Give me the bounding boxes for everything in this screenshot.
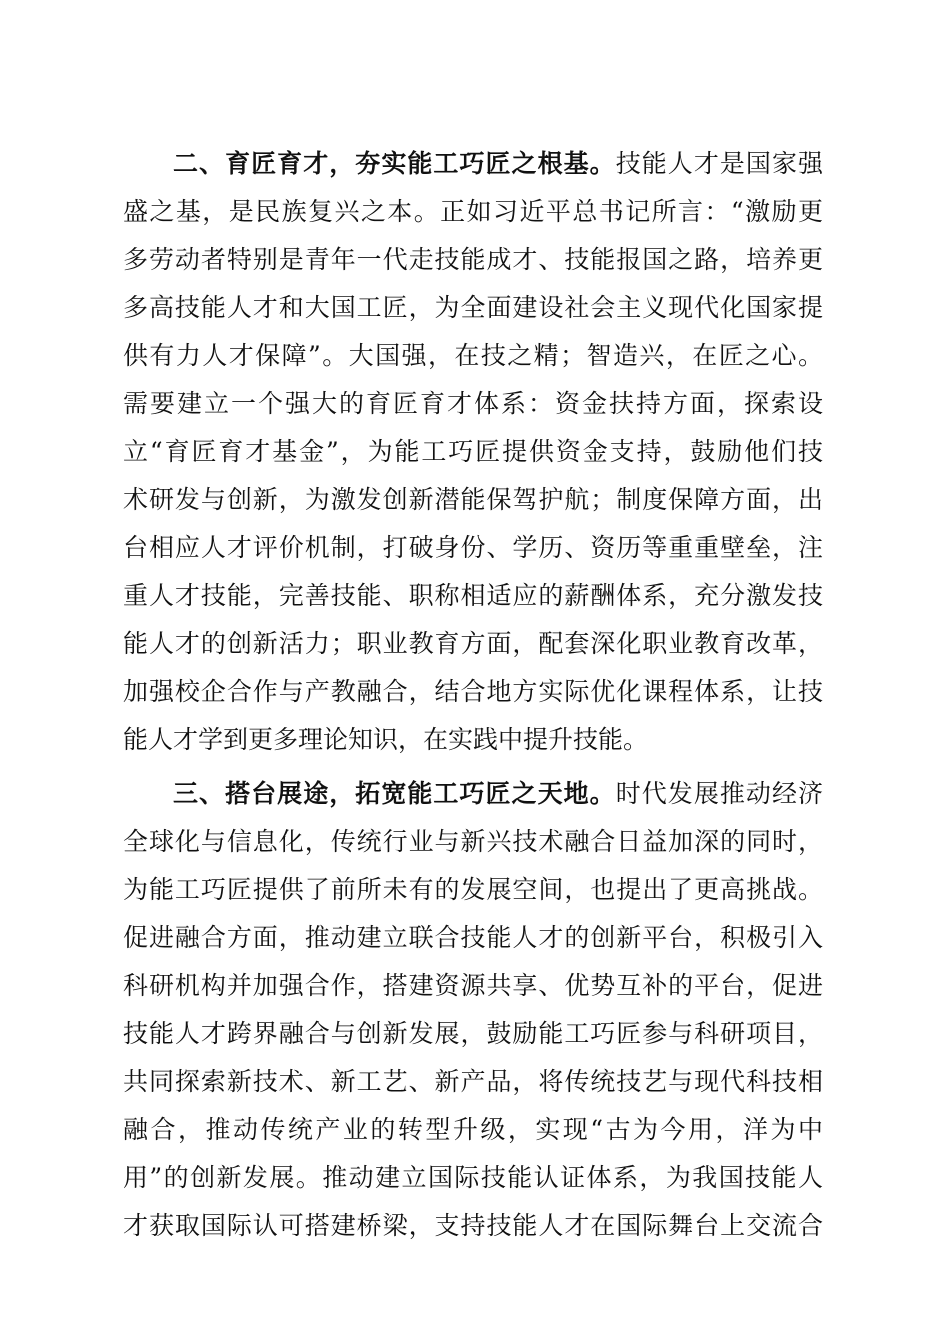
paragraph-line: 融合，推动传统产业的转型升级，实现“古为今用，洋为中 (123, 1115, 823, 1144)
paragraph-line: 术研发与创新，为激发创新潜能保驾护航；制度保障方面，出 (123, 485, 823, 514)
paragraph-heading: 二、育匠育才，夯实能工巧匠之根基。 (173, 149, 616, 178)
paragraph-line: 能人才学到更多理论知识，在实践中提升技能。 (123, 725, 649, 754)
paragraph-line: 重人才技能，完善技能、职称相适应的薪酬体系，充分激发技 (123, 581, 823, 610)
paragraph-line: 需要建立一个强大的育匠育才体系：资金扶持方面，探索设 (123, 389, 823, 418)
paragraph-text: 技能人才是国家强 (615, 149, 823, 178)
paragraph-line: 能人才的创新活力；职业教育方面，配套深化职业教育改革， (123, 629, 823, 658)
paragraph-line (123, 770, 823, 818)
paragraph-text: 时代发展推动经济 (615, 779, 823, 808)
paragraph-1 (123, 140, 823, 764)
paragraph-line: 供有力人才保障”。大国强，在技之精；智造兴，在匠之心。 (123, 341, 823, 370)
paragraph-line: 技能人才跨界融合与创新发展，鼓励能工巧匠参与科研项目， (123, 1019, 823, 1048)
paragraph-line: 立“育匠育才基金”，为能工巧匠提供资金支持，鼓励他们技 (123, 437, 823, 466)
paragraph-2 (123, 770, 823, 1250)
paragraph-line: 多劳动者特别是青年一代走技能成才、技能报国之路，培养更 (123, 245, 823, 274)
paragraph-line: 才获取国际认可搭建桥梁，支持技能人才在国际舞台上交流合 (123, 1211, 823, 1240)
paragraph-line: 加强校企合作与产教融合，结合地方实际优化课程体系，让技 (123, 677, 823, 706)
paragraph-line: 促进融合方面，推动建立联合技能人才的创新平台，积极引入 (123, 923, 823, 952)
paragraph-heading: 三、搭台展途，拓宽能工巧匠之天地。 (173, 779, 616, 808)
paragraph-line: 盛之基，是民族复兴之本。正如习近平总书记所言：“激励更 (123, 197, 823, 226)
paragraph-line (123, 140, 823, 188)
paragraph-line: 多高技能人才和大国工匠，为全面建设社会主义现代化国家提 (123, 293, 823, 322)
paragraph-line: 全球化与信息化，传统行业与新兴技术融合日益加深的同时， (123, 827, 823, 856)
paragraph-line: 台相应人才评价机制，打破身份、学历、资历等重重壁垒，注 (123, 533, 823, 562)
paragraph-line: 科研机构并加强合作，搭建资源共享、优势互补的平台，促进 (123, 971, 823, 1000)
paragraph-line: 为能工巧匠提供了前所未有的发展空间，也提出了更高挑战。 (123, 875, 823, 904)
document-body (123, 140, 823, 1250)
paragraph-line: 共同探索新技术、新工艺、新产品，将传统技艺与现代科技相 (123, 1067, 823, 1096)
paragraph-line: 用”的创新发展。推动建立国际技能认证体系，为我国技能人 (123, 1163, 823, 1192)
